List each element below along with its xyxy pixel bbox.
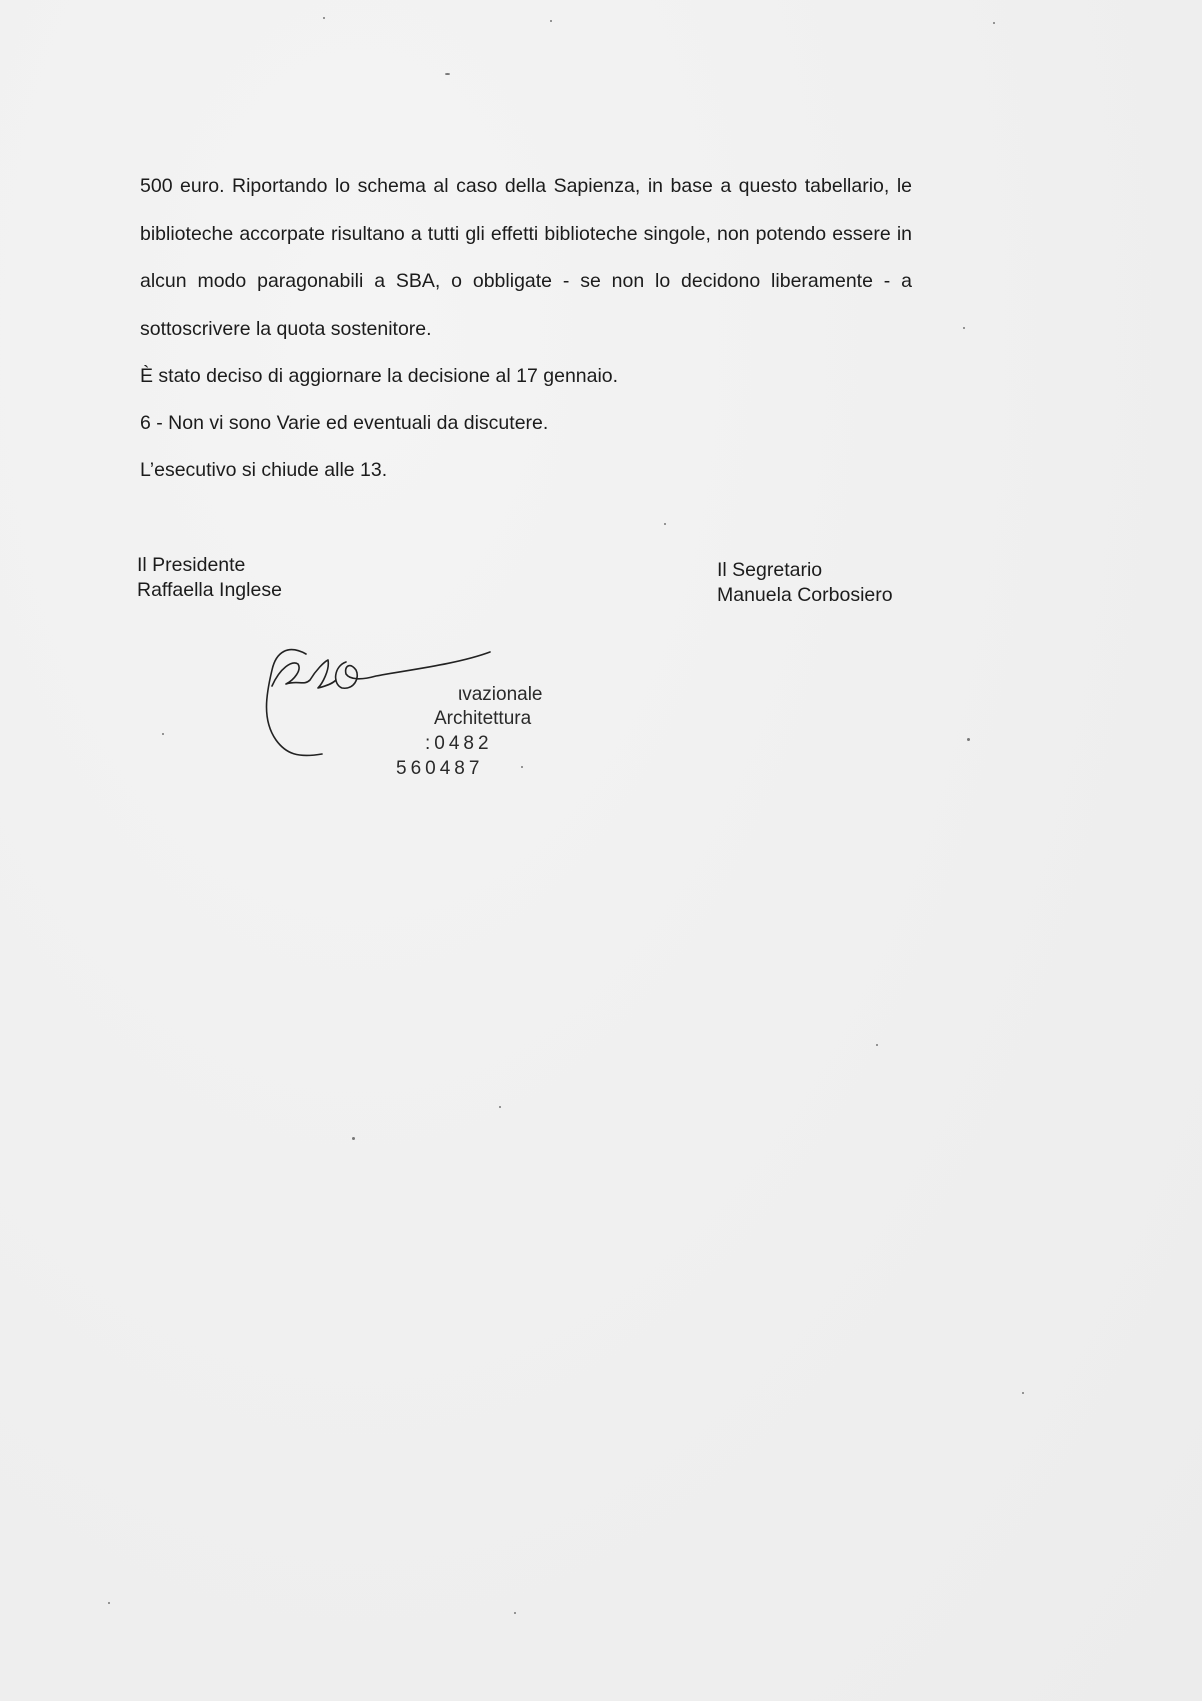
scan-speck	[664, 523, 666, 525]
secretary-signature-block	[717, 558, 893, 608]
scan-speck	[108, 1602, 110, 1604]
scan-speck	[499, 1106, 501, 1108]
stamp-line-4: 560487	[396, 758, 484, 779]
scan-speck	[323, 17, 325, 19]
scan-speck	[1022, 1392, 1024, 1394]
scan-speck	[162, 733, 164, 735]
scan-speck	[963, 327, 965, 329]
secretary-title: Il Segretario	[717, 559, 823, 581]
scan-speck	[967, 738, 970, 741]
paragraph-continued: 500 euro. Riportando lo schema al caso della Sapienza, in base a questo tabellario, le biblioteche accorpate risultano a tutti gli effetti biblioteche singole, non potendo essere in alcun modo paragonabili a SBA, o obbligate - se non lo decidono liberamente - a sottoscrivere la quota sostenitore.	[140, 175, 912, 340]
closing-line: L’esecutivo si chiude alle 13.	[140, 459, 388, 481]
president-signature-block	[137, 553, 282, 603]
scan-speck	[514, 1612, 516, 1614]
stamp-line-1: ιvazionale	[458, 684, 543, 705]
scan-speck	[352, 1137, 355, 1140]
stamp-line-3: :0482	[425, 733, 493, 754]
president-name: Raffaella Inglese	[137, 579, 282, 601]
scan-speck	[521, 766, 523, 768]
handwritten-signature	[258, 640, 548, 765]
decision-line: È stato deciso di aggiornare la decisione al 17 gennaio.	[140, 365, 619, 387]
stamp-line-2: Architettura	[434, 708, 532, 729]
document-body	[140, 163, 912, 494]
secretary-name: Manuela Corbosiero	[717, 584, 893, 606]
scan-speck	[550, 20, 552, 22]
president-title: Il Presidente	[137, 554, 246, 576]
agenda-item-6: 6 - Non vi sono Varie ed eventuali da discutere.	[140, 412, 549, 434]
scan-speck	[445, 73, 450, 75]
scan-speck	[876, 1044, 878, 1046]
scan-speck	[993, 22, 995, 24]
